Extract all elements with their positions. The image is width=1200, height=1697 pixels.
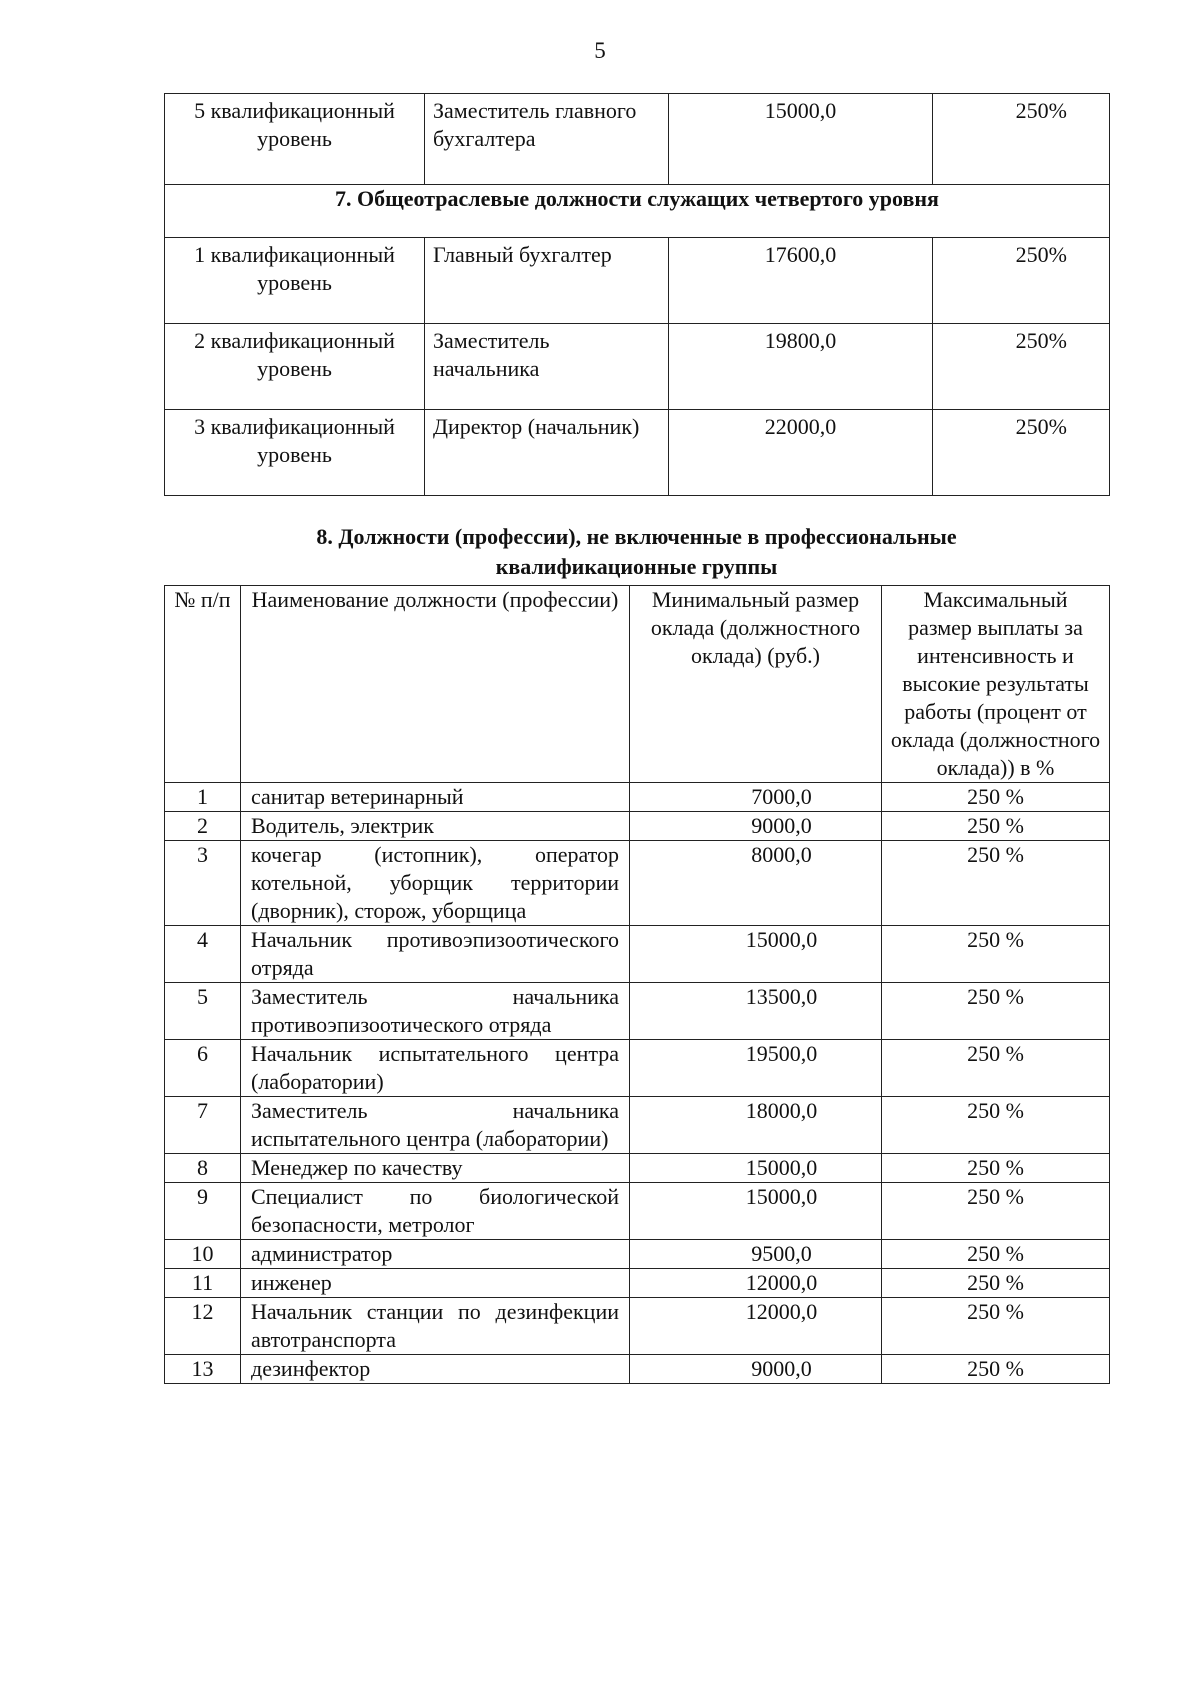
salary-value: 17600,0	[669, 238, 933, 324]
position-name: Начальник противоэпизоотического отряда	[241, 926, 630, 983]
qualification-level: 2 квалификационный уровень	[165, 324, 425, 410]
percent-value: 250 %	[882, 926, 1110, 983]
row-number: 9	[165, 1183, 241, 1240]
position-name: Начальник станции по дезинфекции автотранспорта	[241, 1298, 630, 1355]
salary-value: 8000,0	[630, 841, 882, 926]
salary-value: 15000,0	[669, 94, 933, 185]
percent-value: 250 %	[882, 1269, 1110, 1298]
page-number: 5	[594, 38, 606, 63]
table-row	[165, 1040, 1110, 1097]
row-number: 8	[165, 1154, 241, 1183]
percent-value: 250 %	[882, 1097, 1110, 1154]
percent-value: 250 %	[882, 1355, 1110, 1384]
position-name: дезинфектор	[241, 1355, 630, 1384]
salary-value: 22000,0	[669, 410, 933, 496]
salary-value: 19500,0	[630, 1040, 882, 1097]
column-header-no: № п/п	[165, 586, 241, 783]
position-name: кочегар (истопник), оператор котельной, уборщик территории (дворник), сторож, уборщица	[241, 841, 630, 926]
salary-value: 9500,0	[630, 1240, 882, 1269]
position-name: Директор (начальник)	[425, 410, 669, 496]
table-row	[165, 926, 1110, 983]
position-name: Начальник испытательного центра (лаборатории)	[241, 1040, 630, 1097]
row-number: 6	[165, 1040, 241, 1097]
salary-value: 9000,0	[630, 1355, 882, 1384]
row-number: 10	[165, 1240, 241, 1269]
table-row	[165, 1269, 1110, 1298]
row-number: 13	[165, 1355, 241, 1384]
percent-value: 250 %	[882, 983, 1110, 1040]
salary-value: 15000,0	[630, 926, 882, 983]
position-name: санитар ветеринарный	[241, 783, 630, 812]
salary-value: 15000,0	[630, 1183, 882, 1240]
table-body	[165, 783, 1110, 1384]
percent-value: 250 %	[882, 1298, 1110, 1355]
table-row	[165, 1240, 1110, 1269]
row-number: 11	[165, 1269, 241, 1298]
table-row	[165, 983, 1110, 1040]
salary-value: 9000,0	[630, 812, 882, 841]
position-name: администратор	[241, 1240, 630, 1269]
percent-value: 250 %	[882, 1183, 1110, 1240]
row-number: 5	[165, 983, 241, 1040]
salary-value: 19800,0	[669, 324, 933, 410]
qualification-level: 5 квалификационный уровень	[165, 94, 425, 185]
row-number: 3	[165, 841, 241, 926]
row-number: 12	[165, 1298, 241, 1355]
position-name: Водитель, электрик	[241, 812, 630, 841]
position-name: Менеджер по качеству	[241, 1154, 630, 1183]
section-7-title: 7. Общеотраслевые должности служащих четвертого уровня	[165, 185, 1110, 238]
qualification-level: 1 квалификационный уровень	[165, 238, 425, 324]
section-8-title	[164, 522, 1109, 582]
section-8-title-line-2: квалификационные группы	[495, 554, 778, 579]
salary-table-section-8	[164, 585, 1110, 1384]
table-row	[165, 324, 1110, 410]
position-name: Главный бухгалтер	[425, 238, 669, 324]
row-number: 1	[165, 783, 241, 812]
percent-value: 250%	[933, 324, 1110, 410]
table-row	[165, 1183, 1110, 1240]
percent-value: 250%	[933, 238, 1110, 324]
salary-table-section-6-7	[164, 93, 1110, 496]
table-row	[165, 238, 1110, 324]
table-row	[165, 410, 1110, 496]
section-heading-row	[165, 185, 1110, 238]
table-row	[165, 1355, 1110, 1384]
table-row	[165, 1097, 1110, 1154]
table-row	[165, 1154, 1110, 1183]
salary-value: 15000,0	[630, 1154, 882, 1183]
position-name: Заместитель начальника испытательного центра (лаборатории)	[241, 1097, 630, 1154]
salary-value: 18000,0	[630, 1097, 882, 1154]
percent-value: 250 %	[882, 1040, 1110, 1097]
row-number: 7	[165, 1097, 241, 1154]
column-header-name: Наименование должности (профессии)	[241, 586, 630, 783]
percent-value: 250%	[933, 410, 1110, 496]
percent-value: 250 %	[882, 812, 1110, 841]
table-row	[165, 94, 1110, 185]
column-header-max-payment: Максимальный размер выплаты за интенсивность и высокие результаты работы (процент от оклада (должностного оклада)) в %	[882, 586, 1110, 783]
table-row	[165, 841, 1110, 926]
qualification-level: 3 квалификационный уровень	[165, 410, 425, 496]
position-name: инженер	[241, 1269, 630, 1298]
salary-value: 7000,0	[630, 783, 882, 812]
table-header-row	[165, 586, 1110, 783]
salary-value: 12000,0	[630, 1298, 882, 1355]
section-8-title-line-1: 8. Должности (профессии), не включенные в профессиональные	[316, 524, 957, 549]
table-row	[165, 1298, 1110, 1355]
salary-value: 12000,0	[630, 1269, 882, 1298]
row-number: 2	[165, 812, 241, 841]
position-name: Заместитель начальника противоэпизоотического отряда	[241, 983, 630, 1040]
table-row	[165, 783, 1110, 812]
percent-value: 250 %	[882, 1240, 1110, 1269]
percent-value: 250 %	[882, 1154, 1110, 1183]
percent-value: 250 %	[882, 841, 1110, 926]
table-row	[165, 812, 1110, 841]
column-header-salary: Минимальный размер оклада (должностного оклада) (руб.)	[630, 586, 882, 783]
percent-value: 250 %	[882, 783, 1110, 812]
row-number: 4	[165, 926, 241, 983]
position-name: Специалист по биологической безопасности, метролог	[241, 1183, 630, 1240]
salary-value: 13500,0	[630, 983, 882, 1040]
position-name: Заместитель главного бухгалтера	[425, 94, 669, 185]
percent-value: 250%	[933, 94, 1110, 185]
position-name: Заместитель начальника	[425, 324, 669, 410]
